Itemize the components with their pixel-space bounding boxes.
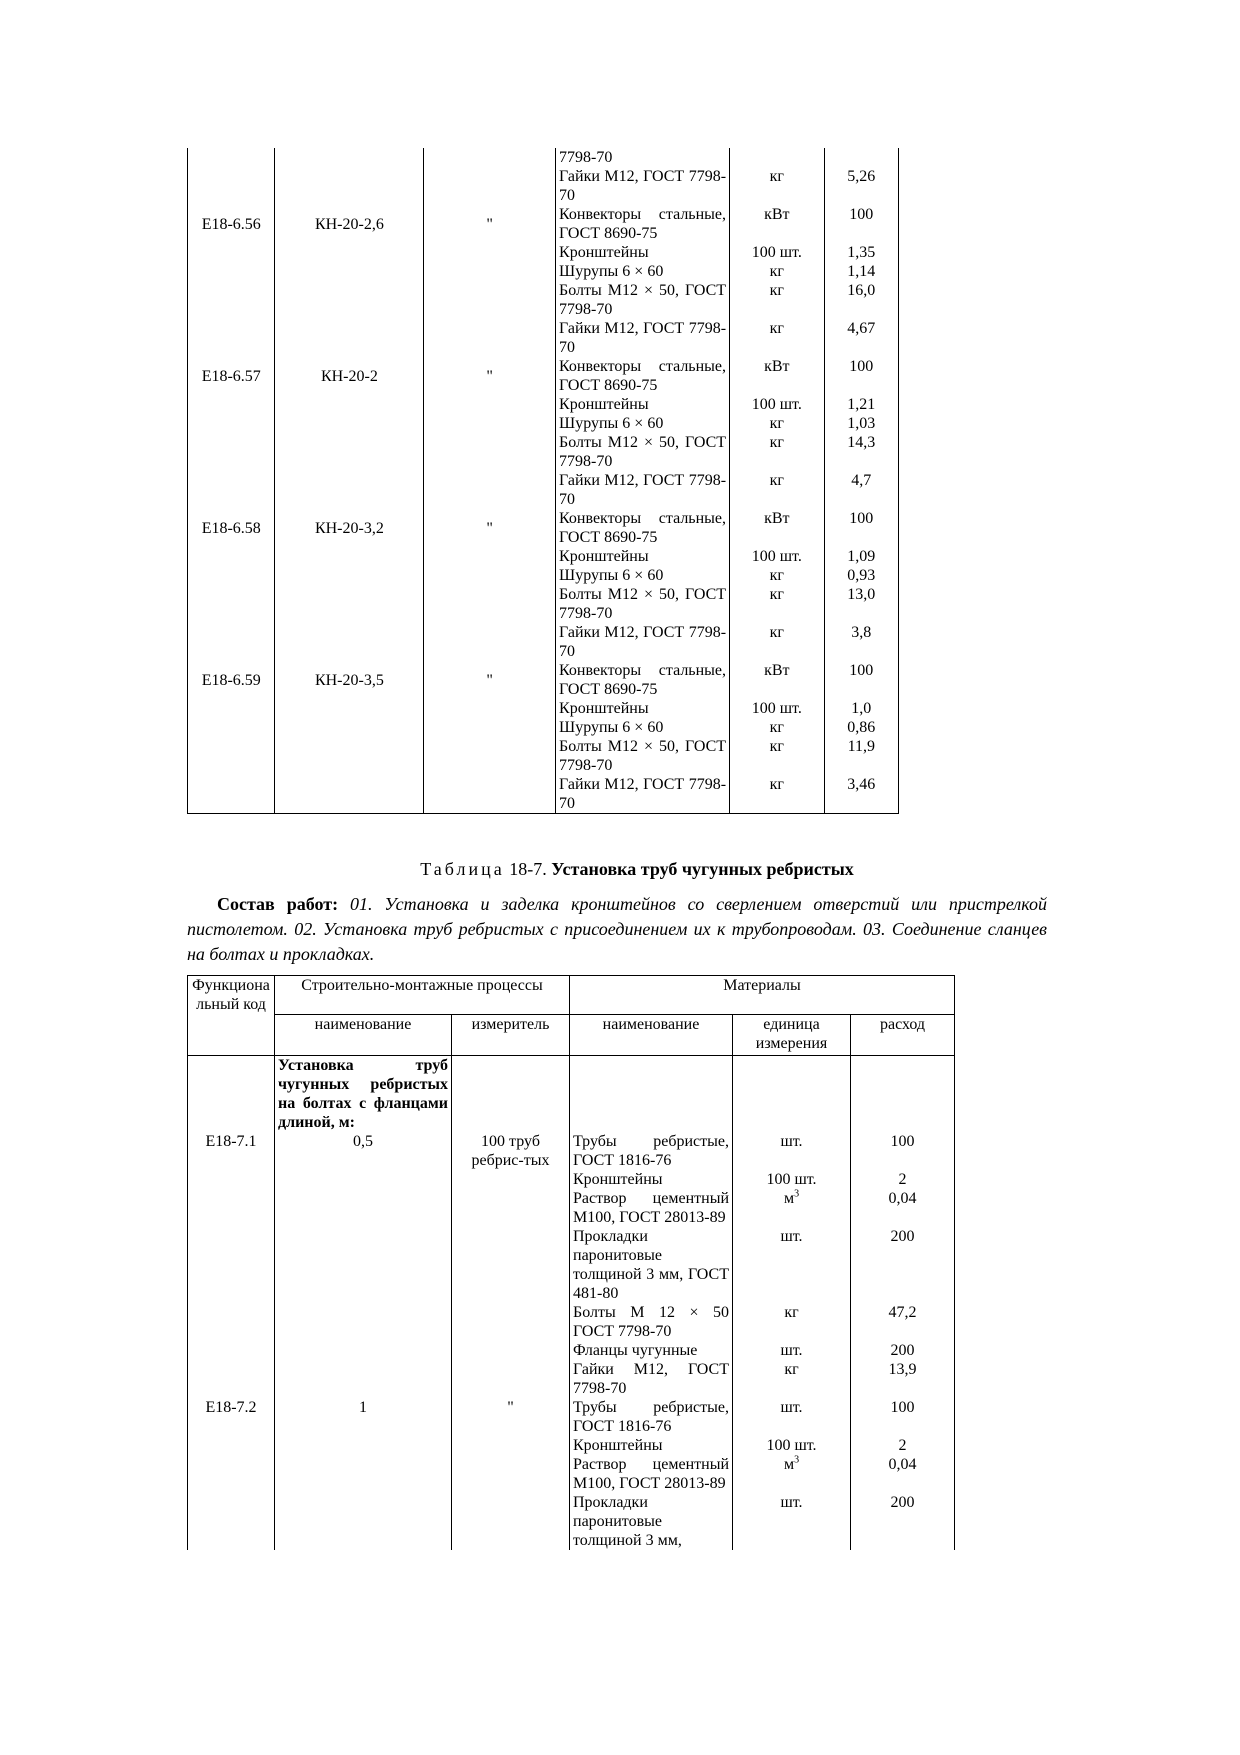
table-row bbox=[188, 395, 899, 414]
process-unit bbox=[452, 1189, 570, 1227]
function-code: Е18-6.56 bbox=[188, 205, 275, 243]
process-name: 0,5 bbox=[275, 1132, 452, 1170]
function-code bbox=[188, 148, 275, 167]
table-row bbox=[188, 1227, 955, 1303]
table-row bbox=[188, 1303, 955, 1341]
material-unit: кВт bbox=[730, 509, 825, 547]
function-code bbox=[188, 243, 275, 262]
process-unit: " bbox=[424, 205, 556, 243]
process-name bbox=[275, 1436, 452, 1455]
process-unit bbox=[424, 243, 556, 262]
process-unit bbox=[424, 718, 556, 737]
process-unit bbox=[424, 148, 556, 167]
material-name: Болты М 12 × 50 ГОСТ 7798-70 bbox=[570, 1303, 733, 1341]
process-unit bbox=[452, 1227, 570, 1303]
process-unit bbox=[424, 566, 556, 585]
process-name bbox=[275, 775, 424, 814]
material-qty: 100 bbox=[824, 205, 898, 243]
process-name bbox=[275, 319, 424, 357]
function-code bbox=[188, 566, 275, 585]
process-name: КН-20-2 bbox=[275, 357, 424, 395]
section-title-row bbox=[188, 1056, 955, 1133]
material-name: Конвекторы стальные, ГОСТ 8690-75 bbox=[556, 509, 730, 547]
material-qty: 5,26 bbox=[824, 167, 898, 205]
table-row bbox=[188, 1170, 955, 1189]
table-row bbox=[188, 1132, 955, 1170]
table-row bbox=[188, 167, 899, 205]
caption-number: 18-7. bbox=[504, 859, 552, 879]
table-row bbox=[188, 1341, 955, 1360]
function-code bbox=[188, 1493, 275, 1550]
table-row bbox=[188, 357, 899, 395]
process-unit: " bbox=[424, 509, 556, 547]
material-qty: 0,86 bbox=[824, 718, 898, 737]
material-unit-text: 100 шт. bbox=[766, 1171, 817, 1188]
process-name: 1 bbox=[275, 1398, 452, 1436]
table-row bbox=[188, 509, 899, 547]
material-unit-text: кг bbox=[784, 1361, 799, 1378]
material-unit bbox=[733, 1189, 851, 1227]
material-qty: 100 bbox=[824, 509, 898, 547]
material-name: Раствор цементный М100, ГОСТ 28013-89 bbox=[570, 1455, 733, 1493]
function-code: Е18-7.2 bbox=[188, 1398, 275, 1436]
process-name bbox=[275, 167, 424, 205]
material-name: Гайки М12, ГОСТ 7798-70 bbox=[556, 471, 730, 509]
material-unit: 100 шт. bbox=[730, 699, 825, 718]
material-unit-text: шт. bbox=[780, 1228, 803, 1245]
material-name: Трубы ребристые, ГОСТ 1816-76 bbox=[570, 1132, 733, 1170]
function-code bbox=[188, 737, 275, 775]
function-code bbox=[188, 585, 275, 623]
material-unit-text: м bbox=[783, 1190, 795, 1207]
material-unit bbox=[733, 1170, 851, 1189]
process-unit bbox=[424, 414, 556, 433]
table-row bbox=[188, 1398, 955, 1436]
material-name: Кронштейны bbox=[570, 1436, 733, 1455]
process-unit bbox=[424, 547, 556, 566]
material-qty: 2 bbox=[851, 1436, 955, 1455]
material-qty: 2 bbox=[851, 1170, 955, 1189]
process-unit: " bbox=[452, 1398, 570, 1436]
material-unit bbox=[733, 1360, 851, 1398]
process-name bbox=[275, 1493, 452, 1550]
function-code: Е18-6.57 bbox=[188, 357, 275, 395]
process-unit bbox=[424, 262, 556, 281]
material-unit: кг bbox=[730, 433, 825, 471]
process-unit bbox=[452, 1455, 570, 1493]
material-unit-text: шт. bbox=[780, 1399, 803, 1416]
process-name bbox=[275, 281, 424, 319]
process-unit bbox=[424, 737, 556, 775]
function-code bbox=[188, 471, 275, 509]
material-unit: кг bbox=[730, 281, 825, 319]
process-name bbox=[275, 414, 424, 433]
material-qty: 1,0 bbox=[824, 699, 898, 718]
function-code bbox=[188, 395, 275, 414]
table-row bbox=[188, 718, 899, 737]
material-qty: 3,8 bbox=[824, 623, 898, 661]
process-name bbox=[275, 262, 424, 281]
material-name: Трубы ребристые, ГОСТ 1816-76 bbox=[570, 1398, 733, 1436]
material-unit: кВт bbox=[730, 205, 825, 243]
material-name: Конвекторы стальные, ГОСТ 8690-75 bbox=[556, 357, 730, 395]
function-code bbox=[188, 1455, 275, 1493]
material-qty: 100 bbox=[851, 1132, 955, 1170]
norms-table-continued bbox=[187, 148, 899, 814]
process-unit: " bbox=[424, 357, 556, 395]
process-unit bbox=[424, 699, 556, 718]
function-code bbox=[188, 775, 275, 814]
process-unit bbox=[424, 585, 556, 623]
material-name: Гайки М12, ГОСТ 7798-70 bbox=[556, 319, 730, 357]
process-unit bbox=[424, 471, 556, 509]
table-row bbox=[188, 243, 899, 262]
material-name: Шурупы 6 × 60 bbox=[556, 566, 730, 585]
table-row bbox=[188, 623, 899, 661]
table-row bbox=[188, 1455, 955, 1493]
table-row bbox=[188, 281, 899, 319]
material-unit bbox=[733, 1455, 851, 1493]
process-unit bbox=[424, 395, 556, 414]
function-code bbox=[188, 319, 275, 357]
table-row bbox=[188, 1360, 955, 1398]
material-unit: 100 шт. bbox=[730, 547, 825, 566]
material-qty: 0,93 bbox=[824, 566, 898, 585]
material-qty: 4,7 bbox=[824, 471, 898, 509]
material-qty: 200 bbox=[851, 1341, 955, 1360]
function-code bbox=[188, 1341, 275, 1360]
process-name bbox=[275, 547, 424, 566]
material-unit-text: шт. bbox=[780, 1494, 803, 1511]
process-name bbox=[275, 1455, 452, 1493]
material-name: Болты М12 × 50, ГОСТ 7798-70 bbox=[556, 433, 730, 471]
function-code bbox=[188, 414, 275, 433]
material-unit bbox=[730, 148, 825, 167]
function-code bbox=[188, 547, 275, 566]
material-unit-text: шт. bbox=[780, 1342, 803, 1359]
table-row bbox=[188, 547, 899, 566]
material-name: Болты М12 × 50, ГОСТ 7798-70 bbox=[556, 585, 730, 623]
material-name: Гайки М12, ГОСТ 7798-70 bbox=[570, 1360, 733, 1398]
process-unit bbox=[452, 1170, 570, 1189]
material-name: Шурупы 6 × 60 bbox=[556, 262, 730, 281]
material-unit bbox=[733, 1398, 851, 1436]
table-row bbox=[188, 148, 899, 167]
table-row bbox=[188, 1493, 955, 1550]
header-mat-unit: единица измерения bbox=[733, 1015, 851, 1056]
function-code: Е18-7.1 bbox=[188, 1132, 275, 1170]
material-unit bbox=[733, 1436, 851, 1455]
material-name: Конвекторы стальные, ГОСТ 8690-75 bbox=[556, 205, 730, 243]
process-name bbox=[275, 471, 424, 509]
function-code bbox=[188, 1436, 275, 1455]
material-qty: 1,09 bbox=[824, 547, 898, 566]
material-unit-text: м bbox=[783, 1456, 795, 1473]
function-code bbox=[188, 281, 275, 319]
process-name bbox=[275, 737, 424, 775]
empty-cell bbox=[452, 1056, 570, 1133]
material-qty: 0,04 bbox=[851, 1455, 955, 1493]
process-name bbox=[275, 1303, 452, 1341]
material-name: Гайки М12, ГОСТ 7798-70 bbox=[556, 623, 730, 661]
work-composition bbox=[187, 892, 1047, 967]
header-proc-name: наименование bbox=[275, 1015, 452, 1056]
function-code bbox=[188, 1189, 275, 1227]
process-name: КН-20-2,6 bbox=[275, 205, 424, 243]
material-qty: 200 bbox=[851, 1493, 955, 1550]
material-unit bbox=[733, 1132, 851, 1170]
empty-cell bbox=[188, 1056, 275, 1133]
process-name bbox=[275, 1360, 452, 1398]
table-row bbox=[188, 1189, 955, 1227]
material-unit: кВт bbox=[730, 661, 825, 699]
material-qty bbox=[824, 148, 898, 167]
norms-table-18-7 bbox=[187, 975, 955, 1550]
function-code bbox=[188, 1360, 275, 1398]
process-unit bbox=[424, 281, 556, 319]
material-qty: 16,0 bbox=[824, 281, 898, 319]
material-qty: 0,04 bbox=[851, 1189, 955, 1227]
process-name bbox=[275, 718, 424, 737]
material-unit: кг bbox=[730, 566, 825, 585]
function-code bbox=[188, 1170, 275, 1189]
process-name bbox=[275, 1189, 452, 1227]
material-qty: 4,67 bbox=[824, 319, 898, 357]
process-name: КН-20-3,5 bbox=[275, 661, 424, 699]
process-name bbox=[275, 1341, 452, 1360]
table-row bbox=[188, 699, 899, 718]
material-name: Прокладки паронитовые толщиной 3 мм, bbox=[570, 1493, 733, 1550]
material-name: Кронштейны bbox=[556, 547, 730, 566]
material-qty: 1,21 bbox=[824, 395, 898, 414]
function-code bbox=[188, 699, 275, 718]
material-qty: 11,9 bbox=[824, 737, 898, 775]
material-qty: 47,2 bbox=[851, 1303, 955, 1341]
material-name: Кронштейны bbox=[570, 1170, 733, 1189]
process-name bbox=[275, 243, 424, 262]
material-unit: кг bbox=[730, 737, 825, 775]
process-unit: " bbox=[424, 661, 556, 699]
material-qty: 100 bbox=[824, 357, 898, 395]
material-unit: кг bbox=[730, 718, 825, 737]
process-name bbox=[275, 699, 424, 718]
material-qty: 1,03 bbox=[824, 414, 898, 433]
material-qty: 200 bbox=[851, 1227, 955, 1303]
table-row bbox=[188, 433, 899, 471]
table-row bbox=[188, 585, 899, 623]
material-unit: кг bbox=[730, 414, 825, 433]
process-name bbox=[275, 1227, 452, 1303]
function-code bbox=[188, 718, 275, 737]
process-unit bbox=[452, 1360, 570, 1398]
table-row bbox=[188, 414, 899, 433]
function-code bbox=[188, 433, 275, 471]
section-title: Установка труб чугунных ребристых на болтах с фланцами длиной, м: bbox=[275, 1056, 452, 1133]
material-name: Болты М12 × 50, ГОСТ 7798-70 bbox=[556, 737, 730, 775]
material-name: Кронштейны bbox=[556, 243, 730, 262]
material-name: 7798-70 bbox=[556, 148, 730, 167]
process-name bbox=[275, 148, 424, 167]
material-unit-text: 100 шт. bbox=[766, 1437, 817, 1454]
header-processes: Строительно-монтажные процессы bbox=[275, 976, 570, 1015]
process-name bbox=[275, 623, 424, 661]
table-row bbox=[188, 205, 899, 243]
composition-text: 01. Установка и заделка кронштейнов со сверлением отверстий или пристрелкой пистолетом. 02. Установка труб ребристых с присоединением их к трубопроводам. 03. Соединение сланцев на болтах и прокладках. bbox=[187, 894, 1047, 964]
material-qty: 13,0 bbox=[824, 585, 898, 623]
material-unit-text: шт. bbox=[780, 1133, 803, 1150]
material-qty: 100 bbox=[824, 661, 898, 699]
material-unit: кг bbox=[730, 471, 825, 509]
table-row bbox=[188, 471, 899, 509]
process-unit bbox=[424, 433, 556, 471]
header-proc-unit: измеритель bbox=[452, 1015, 570, 1056]
process-unit bbox=[424, 167, 556, 205]
function-code bbox=[188, 1227, 275, 1303]
unit-superscript: 3 bbox=[794, 1188, 800, 1200]
table-row bbox=[188, 661, 899, 699]
material-unit: кг bbox=[730, 585, 825, 623]
unit-superscript: 3 bbox=[794, 1454, 800, 1466]
material-unit: кг bbox=[730, 623, 825, 661]
table-row bbox=[188, 566, 899, 585]
material-unit: кг bbox=[730, 775, 825, 814]
table-row bbox=[188, 737, 899, 775]
empty-cell bbox=[570, 1056, 733, 1133]
process-unit: 100 труб ребрис-тых bbox=[452, 1132, 570, 1170]
material-unit bbox=[733, 1227, 851, 1303]
function-code: Е18-6.58 bbox=[188, 509, 275, 547]
material-name: Шурупы 6 × 60 bbox=[556, 414, 730, 433]
material-unit: кг bbox=[730, 167, 825, 205]
material-unit: 100 шт. bbox=[730, 243, 825, 262]
material-name: Кронштейны bbox=[556, 699, 730, 718]
material-name: Кронштейны bbox=[556, 395, 730, 414]
material-unit bbox=[733, 1493, 851, 1550]
material-qty: 13,9 bbox=[851, 1360, 955, 1398]
function-code bbox=[188, 262, 275, 281]
material-name: Гайки М12, ГОСТ 7798-70 bbox=[556, 167, 730, 205]
material-qty: 100 bbox=[851, 1398, 955, 1436]
caption-title: Установка труб чугунных ребристых bbox=[551, 859, 854, 879]
material-unit: кг bbox=[730, 319, 825, 357]
material-qty: 1,35 bbox=[824, 243, 898, 262]
material-unit: кВт bbox=[730, 357, 825, 395]
table-row bbox=[188, 262, 899, 281]
caption-prefix: Таблица bbox=[420, 859, 505, 879]
header-mat-name: наименование bbox=[570, 1015, 733, 1056]
material-unit: кг bbox=[730, 262, 825, 281]
table-caption bbox=[187, 858, 1087, 880]
material-name: Гайки М12, ГОСТ 7798-70 bbox=[556, 775, 730, 814]
header-mat-qty: расход bbox=[851, 1015, 955, 1056]
header-code bbox=[188, 976, 275, 1056]
function-code bbox=[188, 1303, 275, 1341]
table-row bbox=[188, 319, 899, 357]
process-name bbox=[275, 1170, 452, 1189]
process-unit bbox=[424, 623, 556, 661]
material-name: Болты М12 × 50, ГОСТ 7798-70 bbox=[556, 281, 730, 319]
process-unit bbox=[452, 1493, 570, 1550]
material-name: Фланцы чугунные bbox=[570, 1341, 733, 1360]
process-name bbox=[275, 585, 424, 623]
header-code-text: Функциональный код bbox=[192, 977, 270, 1013]
process-name: КН-20-3,2 bbox=[275, 509, 424, 547]
function-code bbox=[188, 623, 275, 661]
material-qty: 14,3 bbox=[824, 433, 898, 471]
table-row bbox=[188, 1436, 955, 1455]
process-unit bbox=[452, 1303, 570, 1341]
process-unit bbox=[452, 1436, 570, 1455]
table-header-row bbox=[188, 976, 955, 1015]
process-unit bbox=[424, 775, 556, 814]
material-unit: 100 шт. bbox=[730, 395, 825, 414]
function-code: Е18-6.59 bbox=[188, 661, 275, 699]
function-code bbox=[188, 167, 275, 205]
empty-cell bbox=[851, 1056, 955, 1133]
material-name: Шурупы 6 × 60 bbox=[556, 718, 730, 737]
process-unit bbox=[452, 1341, 570, 1360]
composition-label: Состав работ: bbox=[217, 894, 339, 914]
process-name bbox=[275, 395, 424, 414]
process-name bbox=[275, 433, 424, 471]
table-row bbox=[188, 775, 899, 814]
material-qty: 3,46 bbox=[824, 775, 898, 814]
header-materials: Материалы bbox=[570, 976, 955, 1015]
table-subheader-row bbox=[188, 1015, 955, 1056]
material-qty: 1,14 bbox=[824, 262, 898, 281]
material-unit bbox=[733, 1303, 851, 1341]
material-unit-text: кг bbox=[784, 1304, 799, 1321]
material-name: Прокладки паронитовые толщиной 3 мм, ГОСТ 481-80 bbox=[570, 1227, 733, 1303]
process-name bbox=[275, 566, 424, 585]
material-name: Раствор цементный М100, ГОСТ 28013-89 bbox=[570, 1189, 733, 1227]
material-unit bbox=[733, 1341, 851, 1360]
process-unit bbox=[424, 319, 556, 357]
material-name: Конвекторы стальные, ГОСТ 8690-75 bbox=[556, 661, 730, 699]
empty-cell bbox=[733, 1056, 851, 1133]
